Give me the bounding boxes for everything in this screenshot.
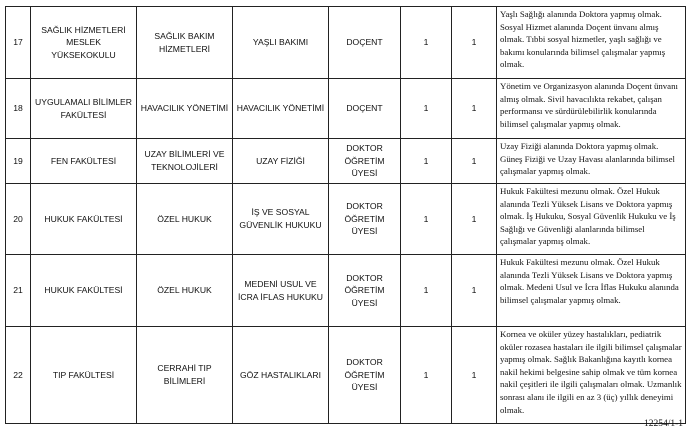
department-name: UZAY BİLİMLERİ VE TEKNOLOJİLERİ: [137, 139, 233, 184]
unit-name: HUKUK FAKÜLTESİ: [31, 255, 137, 327]
requirement-text: Kornea ve oküler yüzey hastalıkları, pediatrik oküler rozasea hastaları ile ilgili bilimsel çalışmalar yapmış olmak. Sağlık Bakanlığına kayıtlı kornea nakil hekimi belgesine sahip olmak ve tüm kornea nakil çeşitleri ile ilgili çalışmaları olmak. Uzmanlık sonrası alanı ile ilgili en az 3 (üç) yıllık deneyimi olmak.: [497, 327, 686, 424]
row-number: 21: [6, 255, 31, 327]
department-name: ÖZEL HUKUK: [137, 184, 233, 255]
unit-name: FEN FAKÜLTESİ: [31, 139, 137, 184]
academic-title: DOKTOR ÖĞRETİM ÜYESİ: [329, 255, 401, 327]
program-name: MEDENİ USUL VE İCRA İFLAS HUKUKU: [233, 255, 329, 327]
department-name: HAVACILIK YÖNETİMİ: [137, 79, 233, 139]
document-reference: 12254/1-1: [643, 419, 683, 429]
department-name: CERRAHİ TIP BİLİMLERİ: [137, 327, 233, 424]
row-number: 22: [6, 327, 31, 424]
program-name: UZAY FİZİĞİ: [233, 139, 329, 184]
row-number: 18: [6, 79, 31, 139]
program-name: GÖZ HASTALIKLARI: [233, 327, 329, 424]
requirement-text: Hukuk Fakültesi mezunu olmak. Özel Hukuk alanında Tezli Yüksek Lisans ve Doktora yapmış olmak. İş Hukuku, Sosyal Güvenlik Hukuku ve İş Sağlığı ve Güvenliği alanlarında bilimsel çalışmalar yapmış olmak.: [497, 184, 686, 255]
table-row: [6, 7, 686, 79]
degree-value: 1: [401, 139, 452, 184]
requirement-text: Hukuk Fakültesi mezunu olmak. Özel Hukuk alanında Tezli Yüksek Lisans ve Doktora yapmış olmak. Medeni Usul ve İcra İflas Hukuku alanında bilimsel çalışmalar yapmış olmak.: [497, 255, 686, 327]
degree-value: 1: [401, 79, 452, 139]
program-name: HAVACILIK YÖNETİMİ: [233, 79, 329, 139]
count-value: 1: [452, 7, 497, 79]
requirement-text: Uzay Fiziği alanında Doktora yapmış olmak. Güneş Fiziği ve Uzay Havası alanlarında bilimsel çalışmalar yapmış olmak.: [497, 139, 686, 184]
requirement-text: Yaşlı Sağlığı alanında Doktora yapmış olmak. Sosyal Hizmet alanında Doçent ünvanı almış olmak. Tıbbi sosyal hizmetler, yaşlı sağlığı ve bakımı konularında bilimsel çalışmalar yapmış olmak.: [497, 7, 686, 79]
academic-title: DOKTOR ÖĞRETİM ÜYESİ: [329, 327, 401, 424]
unit-name: TIP FAKÜLTESİ: [31, 327, 137, 424]
academic-title: DOKTOR ÖĞRETİM ÜYESİ: [329, 184, 401, 255]
program-name: İŞ VE SOSYAL GÜVENLİK HUKUKU: [233, 184, 329, 255]
table-row: [6, 255, 686, 327]
positions-table: [5, 6, 686, 424]
department-name: ÖZEL HUKUK: [137, 255, 233, 327]
count-value: 1: [452, 79, 497, 139]
row-number: 19: [6, 139, 31, 184]
degree-value: 1: [401, 255, 452, 327]
academic-title: DOKTOR ÖĞRETİM ÜYESİ: [329, 139, 401, 184]
count-value: 1: [452, 139, 497, 184]
program-name: YAŞLI BAKIMI: [233, 7, 329, 79]
academic-title: DOÇENT: [329, 79, 401, 139]
department-name: SAĞLIK BAKIM HİZMETLERİ: [137, 7, 233, 79]
degree-value: 1: [401, 184, 452, 255]
row-number: 20: [6, 184, 31, 255]
table-row: [6, 79, 686, 139]
table-row: [6, 184, 686, 255]
requirement-text: Yönetim ve Organizasyon alanında Doçent ünvanı almış olmak. Sivil havacılıkta rekabet, çalışan performansı ve sürdürülebilirlik konularında bilimsel çalışmalar yapmış olmak.: [497, 79, 686, 139]
count-value: 1: [452, 184, 497, 255]
degree-value: 1: [401, 327, 452, 424]
unit-name: UYGULAMALI BİLİMLER FAKÜLTESİ: [31, 79, 137, 139]
row-number: 17: [6, 7, 31, 79]
table-row: [6, 327, 686, 424]
table-row: [6, 139, 686, 184]
count-value: 1: [452, 255, 497, 327]
degree-value: 1: [401, 7, 452, 79]
count-value: 1: [452, 327, 497, 424]
academic-title: DOÇENT: [329, 7, 401, 79]
unit-name: SAĞLIK HİZMETLERİ MESLEK YÜKSEKOKULU: [31, 7, 137, 79]
unit-name: HUKUK FAKÜLTESİ: [31, 184, 137, 255]
